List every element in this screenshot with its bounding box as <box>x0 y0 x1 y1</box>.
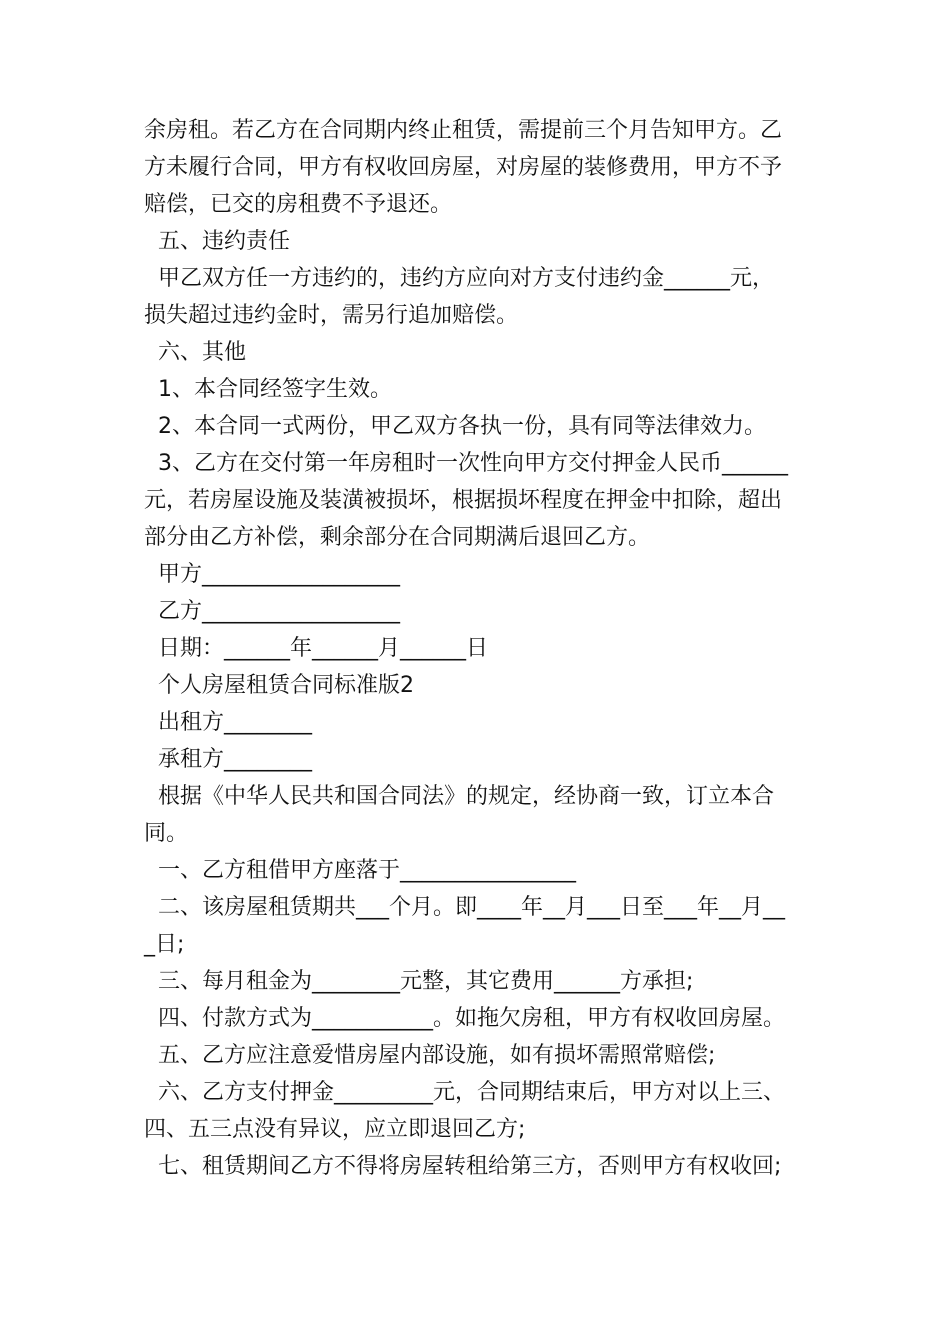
text-line: 甲乙双方任一方违约的，违约方应向对方支付违约金______元， <box>144 266 774 291</box>
text-line: 同。 <box>144 821 189 846</box>
text-line: 七、租赁期间乙方不得将房屋转租给第三方，否则甲方有权收回; <box>144 1154 782 1179</box>
text-line: _日; <box>144 932 185 957</box>
text-line: 二、该房屋租赁期共___个月。即____年__月___日至___年__月__ <box>144 895 785 920</box>
text-line: 根据《中华人民共和国合同法》的规定，经协商一致，订立本合 <box>144 784 774 809</box>
text-line: 3、乙方在交付第一年房租时一次性向甲方交付押金人民币______ <box>144 451 788 476</box>
text-line: 五、违约责任 <box>144 229 290 254</box>
text-line: 四、付款方式为___________。如拖欠房租，甲方有权收回房屋。 <box>144 1006 785 1031</box>
text-line: 部分由乙方补偿，剩余部分在合同期满后退回乙方。 <box>144 525 651 550</box>
text-line: 日期：______年______月______日 <box>144 636 488 661</box>
text-line: 出租方________ <box>144 710 312 735</box>
text-line: 承租方________ <box>144 747 312 772</box>
contract-text <box>144 112 808 1185</box>
text-line: 六、乙方支付押金_________元，合同期结束后，甲方对以上三、 <box>144 1080 785 1105</box>
text-line: 元，若房屋设施及装潢被损坏，根据损坏程度在押金中扣除，超出 <box>144 488 783 513</box>
text-line: 三、每月租金为________元整，其它费用______方承担; <box>144 969 694 994</box>
text-line: 赔偿，已交的房租费不予退还。 <box>144 192 453 217</box>
text-line: 损失超过违约金时，需另行追加赔偿。 <box>144 303 519 328</box>
text-line: 六、其他 <box>144 340 246 365</box>
text-line: 方未履行合同，甲方有权收回房屋，对房屋的装修费用，甲方不予 <box>144 155 783 180</box>
text-line: 乙方__________________ <box>144 599 400 624</box>
text-line: 2、本合同一式两份，甲乙双方各执一份，具有同等法律效力。 <box>144 414 766 439</box>
text-line: 五、乙方应注意爱惜房屋内部设施，如有损坏需照常赔偿; <box>144 1043 716 1068</box>
text-line: 余房租。若乙方在合同期内终止租赁，需提前三个月告知甲方。乙 <box>144 118 783 143</box>
text-line: 一、乙方租借甲方座落于________________ <box>144 858 576 883</box>
text-line: 个人房屋租赁合同标准版2 <box>144 673 414 698</box>
text-line: 四、五三点没有异议，应立即退回乙方; <box>144 1117 526 1142</box>
text-line: 甲方__________________ <box>144 562 400 587</box>
text-line: 1、本合同经签字生效。 <box>144 377 392 402</box>
